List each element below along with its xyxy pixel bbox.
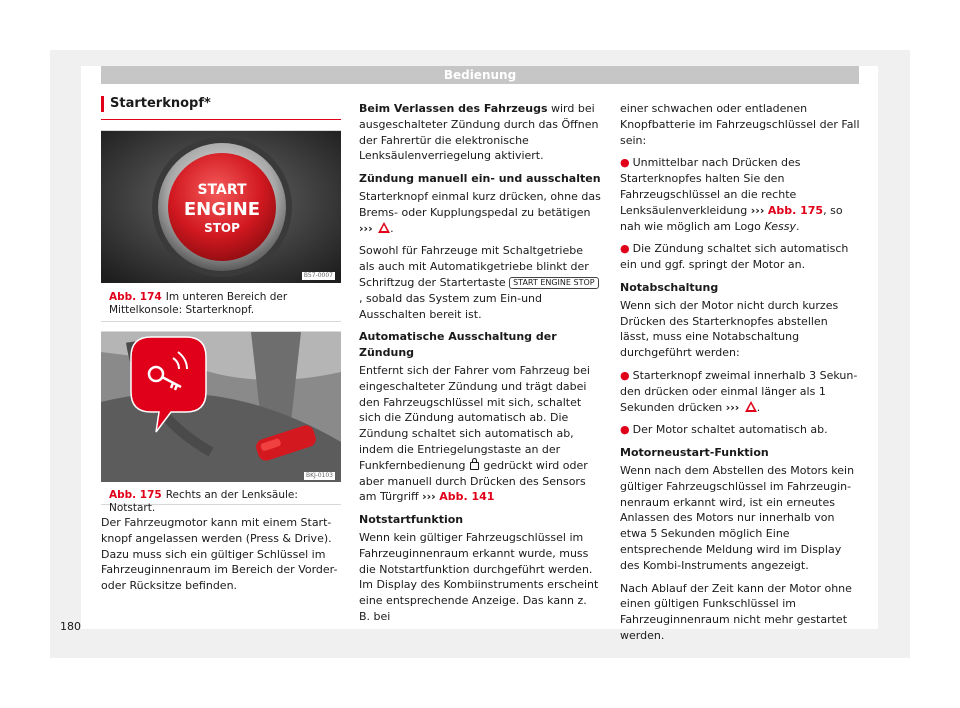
figure-caption-text: Im unteren Bereich der Mittelkonsole: Starterknopf.: [109, 291, 288, 316]
steering-column-illustration: [101, 332, 341, 482]
warning-icon: [745, 401, 757, 412]
figure-code: BKJ-0103: [305, 472, 333, 479]
cross-ref-arrow: ›››: [359, 221, 373, 235]
page-number: 180: [60, 620, 81, 633]
button-label-start: START: [197, 182, 247, 198]
heading-emergency-start: Notstartfunktion: [359, 513, 464, 527]
paragraph-text: gedrückt wird oder aber manuell durch Drücken des Sensors am Türgriff: [359, 458, 588, 504]
figure-caption: [109, 291, 337, 317]
paragraph-emergency-shutoff: Wenn sich der Motor nicht durch kurzes Drücken des Starterknopfes abstellen lässt, muss eine Notabschaltung durchgeführt werden:: [620, 298, 839, 360]
kessy-logo-text: Kessy: [764, 219, 796, 233]
bullet-text: Starterknopf zweimal innerhalb 3 Sekunden drücken oder einmal länger als 1 Sekunden drücken: [620, 368, 858, 414]
heading-manual-ignition: Zündung manuell ein- und ausschalten: [359, 172, 601, 186]
paragraph-text: Sowohl für Fahrzeuge mit Schaltgetriebe als auch mit Automatikgetriebe blinkt der Schriftzug der Startertaste: [359, 244, 589, 289]
bullet-item: [620, 422, 860, 438]
bullet-text: Der Motor schaltet automatisch ab.: [632, 423, 828, 437]
paragraph-leaving-vehicle: [359, 101, 601, 164]
steering-column-image: [101, 332, 341, 482]
button-label-engine: ENGINE: [183, 199, 261, 220]
figure-start-button: [101, 130, 341, 322]
bullet-icon: ●: [620, 242, 630, 256]
warning-icon: [378, 222, 390, 233]
paragraph-text: Entfernt sich der Fahrer vom Fahrzeug bei eingeschalteter Zündung und trägt dabei den Fahrzeugschlüssel mit sich, schaltet sich die Zündung automatisch ab. Die Zündung schaltet sich automatisch ab, indem die Entriegelungstaste an der Funkfernbedienung: [359, 363, 590, 472]
figure-emergency-start: [101, 331, 341, 514]
section-title: Starterknopf*: [101, 96, 350, 112]
heading-restart: Motorneustart-Funktion: [620, 446, 769, 460]
lock-icon: [470, 462, 479, 470]
paragraph-text: , sobald das System zum Ein-und Ausschalten bereit ist.: [359, 291, 543, 321]
figure-number: Abb. 174: [109, 291, 162, 303]
bullet-text: .: [795, 219, 800, 233]
paragraph-battery: einer schwachen oder entladenen Knopfbatterie im Fahrzeugschlüssel der Fall sein:: [620, 102, 860, 147]
cross-ref-arrow: ›››: [750, 203, 765, 217]
cross-ref-arrow: ›››: [422, 490, 436, 504]
column-2-text: [359, 101, 601, 632]
start-engine-stop-key: START ENGINE STOP: [509, 277, 599, 289]
start-button-image: [101, 131, 341, 283]
figure-reference[interactable]: Abb. 141: [439, 490, 495, 504]
column-3-text: [620, 101, 860, 651]
heading-emergency-shutoff: Notabschaltung: [620, 280, 719, 294]
figure-caption: [109, 489, 337, 515]
paragraph-timeout: Nach Ablauf der Zeit kann der Motor ohne einen gültigen Funkschlüssel im Fahrzeuginnenraum nicht mehr gestartet werden.: [620, 581, 852, 642]
column-1-text: [101, 515, 341, 601]
bullet-icon: ●: [620, 423, 630, 437]
bullet-text: , so nah wie möglich am Logo: [620, 203, 843, 233]
figure-reference[interactable]: Abb. 175: [767, 203, 824, 217]
button-label-stop: STOP: [204, 221, 240, 235]
paragraph-manual-ignition: Starterknopf einmal kurz drücken, ohne das Brems- oder Kupplungspedal zu betätigen ››› .: [359, 189, 601, 235]
bullet-icon: ●: [620, 368, 630, 382]
bullet-item: [620, 155, 860, 234]
figure-caption-text: Rechts an der Lenksäule: Notstart.: [109, 489, 298, 514]
bullet-item: ● Starterknopf zweimal innerhalb 3 Sekunden drücken oder einmal länger als 1 Sekunden drücken ››› .: [620, 368, 858, 414]
paragraph: Der Fahrzeugmotor kann mit einem Startknopf angelassen werden (Press & Drive). Dazu muss sich ein gültiger Schlüssel im Fahrzeuginnenraum im Bereich der Vorder- oder Rücksitze befinden.: [101, 516, 338, 593]
paragraph-text: wird bei ausgeschalteter Zündung durch das Öffnen der Fahrertür die elektronische Lenksäulenverriegelung aktiviert.: [359, 102, 599, 163]
paragraph-auto-shutoff: [359, 363, 601, 505]
chapter-header: Bedienung: [101, 66, 859, 84]
paragraph-start-key: [359, 243, 601, 322]
paragraph-text: Starterknopf einmal kurz drücken, ohne das Brems- oder Kupplungspedal zu betätigen: [359, 189, 601, 219]
paragraph-emergency-start: Wenn kein gültiger Fahrzeugschlüssel im Fahrzeuginnenraum erkannt wurde, muss die Notstartfunktion durchgeführt werden. Im Display des Kombiinstruments erscheint eine entsprechende Anzeige. Das kann z. B. bei: [359, 530, 599, 623]
bullet-text: Unmittelbar nach Drücken des Starterknopfes halten Sie den Fahrzeugschlüssel an die rechte Lenksäulenverkleidung: [620, 156, 801, 217]
heading-auto-shutoff: Automatische Ausschaltung der Zündung: [359, 330, 557, 360]
bullet-item: [620, 241, 860, 273]
figure-number: Abb. 175: [109, 489, 162, 501]
bullet-text: Die Zündung schaltet sich automatisch ein und ggf. springt der Motor an.: [620, 242, 849, 272]
figure-code: B57-0007: [303, 272, 333, 279]
bold-lead: Beim Verlassen des Fahrzeugs: [359, 102, 548, 115]
section-divider: [101, 119, 341, 120]
bullet-icon: ●: [620, 156, 630, 170]
start-button-illustration: [101, 131, 341, 283]
paragraph-restart: Wenn nach dem Abstellen des Motors kein gültiger Fahrzeugschlüssel im Fahrzeuginnenraum erkannt wird, ist ein erneutes Anlassen des Motors nur innerhalb von etwa 5 Sekunden möglich Eine entsprechende Meldung wird im Display des Kombi-Instruments angezeigt.: [620, 463, 855, 572]
cross-ref-arrow: ›››: [725, 400, 740, 414]
